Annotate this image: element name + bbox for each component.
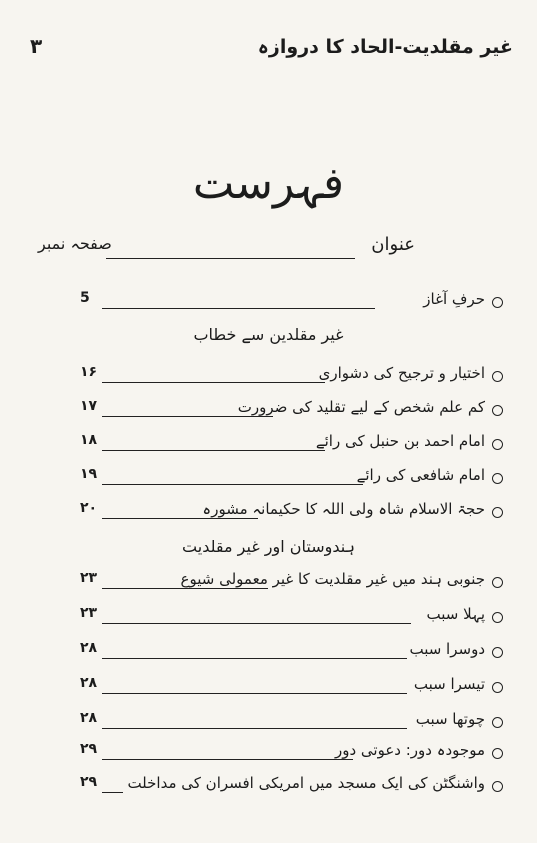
entry-page: ۲۸ — [80, 640, 98, 656]
entry-page: ۲۹ — [80, 774, 98, 790]
bullet-circle — [492, 405, 503, 416]
leader-line — [102, 792, 123, 793]
heading-leader-line — [106, 258, 355, 259]
entry-page: ۲۸ — [80, 675, 98, 691]
section-heading: ہندوستان اور غیر مقلدیت — [182, 537, 355, 556]
toc-entry — [32, 500, 503, 524]
entry-page: ۲۰ — [80, 500, 98, 516]
bullet-circle — [492, 781, 503, 792]
bullet-circle — [492, 507, 503, 518]
bullet-circle — [492, 297, 503, 308]
leader-line — [102, 518, 258, 519]
leader-line — [102, 484, 363, 485]
entry-page: ۱۷ — [80, 398, 98, 414]
leader-line — [102, 759, 353, 760]
entry-page: ۱۹ — [80, 466, 98, 482]
page-number: ۳ — [30, 34, 43, 58]
toc-entry — [32, 466, 503, 490]
topic-column-heading: عنوان — [371, 234, 415, 255]
leader-line — [102, 588, 268, 589]
entry-title: امام شافعی کی رائے — [356, 466, 485, 484]
leader-line — [102, 382, 325, 383]
leader-line — [102, 658, 407, 659]
entry-page: ۲۳ — [80, 605, 98, 621]
toc-entry — [32, 741, 503, 765]
entry-page: ۱۶ — [80, 364, 98, 380]
leader-line — [102, 623, 411, 624]
toc-entry — [32, 640, 503, 664]
entry-title: حرفِ آغاز — [423, 290, 485, 308]
page-column-heading: صفحہ نمبر — [38, 234, 112, 253]
section-heading: غیر مقلدین سے خطاب — [193, 325, 344, 344]
toc-entry — [32, 774, 503, 798]
leader-line — [102, 416, 273, 417]
bullet-circle — [492, 577, 503, 588]
entry-page: ۲۳ — [80, 570, 98, 586]
toc-entry — [32, 675, 503, 699]
entry-page: ۲۹ — [80, 741, 98, 757]
toc-entry — [32, 290, 503, 314]
toc-entry — [32, 432, 503, 456]
entry-title: موجودہ دور: دعوتی دور — [334, 741, 485, 759]
bullet-circle — [492, 473, 503, 484]
toc-entry — [32, 398, 503, 422]
toc-entry — [32, 570, 503, 594]
bullet-circle — [492, 612, 503, 623]
contents-title: فہرست — [192, 158, 345, 209]
bullet-circle — [492, 682, 503, 693]
entry-title: کم علم شخص کے لیے تقلید کی ضرورت — [237, 398, 485, 416]
leader-line — [102, 693, 407, 694]
entry-page: ۲۸ — [80, 710, 98, 726]
leader-line — [102, 450, 325, 451]
entry-title: تیسرا سبب — [413, 675, 485, 693]
entry-title: واشنگٹن کی ایک مسجد میں امریکی افسران کی مداخلت — [127, 774, 485, 792]
column-headings — [38, 234, 415, 260]
entry-title: دوسرا سبب — [409, 640, 485, 658]
entry-title: امام احمد بن حنبل کی رائے — [315, 432, 485, 450]
entry-page: 5 — [80, 290, 90, 306]
entry-title: پہلا سبب — [426, 605, 485, 623]
bullet-circle — [492, 439, 503, 450]
entry-title: جنوبی ہند میں غیر مقلدیت کا غیر معمولی شیوع — [180, 570, 485, 588]
entry-title: حجۃ الاسلام شاہ ولی اللہ کا حکیمانہ مشورہ — [202, 500, 485, 518]
leader-line — [102, 308, 375, 309]
entry-page: ۱۸ — [80, 432, 98, 448]
leader-line — [102, 728, 407, 729]
bullet-circle — [492, 717, 503, 728]
bullet-circle — [492, 748, 503, 759]
entry-title: چوتھا سبب — [415, 710, 485, 728]
bullet-circle — [492, 647, 503, 658]
bullet-circle — [492, 371, 503, 382]
entry-title: اختیار و ترجیح کی دشواری — [318, 364, 485, 382]
toc-entry — [32, 605, 503, 629]
toc-entry — [32, 710, 503, 734]
toc-entry — [32, 364, 503, 388]
running-header-title: غیر مقلدیت-الحاد کا دروازہ — [257, 36, 513, 58]
